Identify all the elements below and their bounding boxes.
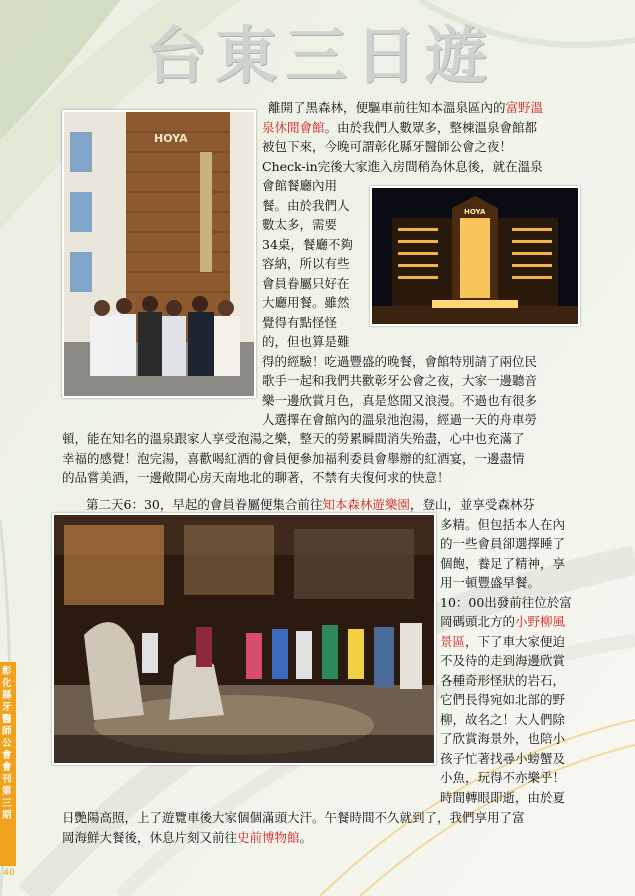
p1-line [262, 254, 350, 274]
p1-line [62, 449, 525, 469]
place-name-highlight: 小野柳風 [515, 614, 566, 629]
p1-line [262, 371, 537, 391]
text-segment: 會員眷屬只好在 [262, 276, 350, 291]
p2-line [440, 788, 565, 808]
p2-line [440, 671, 565, 691]
place-name-highlight: 景區 [440, 634, 466, 649]
p2-line [440, 632, 565, 652]
p1-line [262, 176, 337, 196]
text-segment: 。由於我們人數眾多，整棟溫泉會館都 [324, 120, 538, 135]
text-segment: 各種奇形怪狀的岩石， [440, 673, 566, 688]
text-segment: 餐。由於我們人 [262, 198, 350, 213]
text-segment: 不及待的走到海邊欣賞 [440, 653, 566, 668]
text-segment: 得的經驗！吃過豐盛的晚餐，會館特別請了兩位民 [262, 354, 538, 369]
text-segment: ，下了車大家便迫 [465, 634, 566, 649]
place-name-highlight: 富野溫 [505, 100, 544, 115]
text-segment: 它們長得宛如北部的野 [440, 692, 566, 707]
p1-line [62, 468, 450, 488]
text-segment: 人選擇在會館內的溫泉池泡湯，經過一天的舟車勞 [262, 412, 538, 427]
text-segment: 被包下來，今晚可謂彰化縣牙醫師公會之夜！ [262, 139, 513, 154]
text-segment: 離開了黑森林，便驅車前往知本溫泉區內的 [268, 100, 506, 115]
text-segment: 了欣賞海景外，也陪小 [440, 731, 566, 746]
p1-line [262, 293, 350, 313]
hotel-night-sign: HOYA [464, 208, 486, 216]
text-segment: 時間轉眼即逝，由於夏 [440, 790, 566, 805]
text-segment: 的品嘗美酒，一邊敞開心房天南地北的聊著，不禁有夫復何求的快意！ [62, 470, 450, 485]
p2-line [440, 651, 565, 671]
p1-line [262, 196, 350, 216]
p2-line [86, 495, 535, 515]
text-segment: 幸福的感覺！泡完湯，喜歡喝紅酒的會員便參加福利委員會舉辦的紅酒宴，一邊盡情 [62, 451, 525, 466]
hotel-day-sign: HOYA [154, 132, 188, 145]
p2-line [440, 612, 565, 632]
page-title: 台東三日遊 [145, 19, 496, 92]
p1-line [62, 429, 525, 449]
p1-line [262, 235, 353, 255]
text-segment: 會館餐廳內用 [262, 178, 338, 193]
p1-line [262, 391, 537, 411]
p2-line [440, 554, 565, 574]
p1-line [262, 332, 350, 352]
text-segment: 個飽，養足了精神，享 [440, 556, 566, 571]
p2-line [440, 593, 572, 613]
p2-line [62, 808, 525, 828]
journal-name: 彰化縣牙醫師公會會刊第三期 [2, 666, 12, 821]
p1-line [262, 118, 537, 138]
p1-line [262, 352, 537, 372]
p1-line [268, 98, 543, 118]
p1-line [262, 410, 537, 430]
p2-line [440, 534, 565, 554]
text-segment: 的一些會員卻選擇睡了 [440, 536, 566, 551]
text-segment: 頓，能在知名的溫泉跟家人享受泡湯之樂，整天的勞累瞬間消失殆盡，心中也充滿了 [62, 431, 525, 446]
p1-line [262, 137, 512, 157]
place-name-highlight: 史前博物館 [237, 830, 300, 845]
text-segment: 岡海鮮大餐後，休息片刻又前往 [62, 830, 238, 845]
place-name-highlight: 泉休閒會館 [262, 120, 325, 135]
p1-line [262, 215, 337, 235]
hotel-night-photo [370, 186, 580, 326]
museum-exhibit-photo [52, 513, 436, 765]
p1-line [262, 274, 350, 294]
p2-line [62, 828, 312, 848]
p2-line [440, 710, 565, 730]
p1-line [262, 313, 337, 333]
text-segment: 孩子忙著找尋小螃蟹及 [440, 751, 566, 766]
text-segment: 多精。但包括本人在內 [440, 517, 566, 532]
text-segment: Check-in完後大家進入房間稍為休息後，就在溫泉 [262, 159, 543, 174]
text-segment: 容納，所以有些 [262, 256, 350, 271]
text-segment: 10：00出發前往位於富 [440, 595, 572, 610]
text-segment: 歌手一起和我們共歡彰牙公會之夜，大家一邊聽音 [262, 373, 538, 388]
p2-line [440, 690, 565, 710]
p2-line [440, 573, 540, 593]
text-segment: 用一頓豐盛早餐。 [440, 575, 541, 590]
text-segment: 的，但也算是難 [262, 334, 350, 349]
text-segment: ，登山，並享受森林芬 [409, 497, 535, 512]
p2-line [440, 749, 565, 769]
text-segment: 日艷陽高照，上了遊覽車後大家個個滿頭大汗。午餐時間不久就到了，我們享用了富 [62, 810, 525, 825]
text-segment: 大廳用餐。雖然 [262, 295, 350, 310]
hotel-group-photo [62, 110, 256, 398]
text-segment: 岡碼頭北方的 [440, 614, 516, 629]
text-segment: 覺得有點怪怪 [262, 315, 338, 330]
p2-line [440, 729, 565, 749]
p2-line [440, 768, 565, 788]
p2-line [440, 515, 565, 535]
p1-line [262, 157, 543, 177]
text-segment: 樂一邊欣賞月色，真是悠閒又浪漫。不過也有很多 [262, 393, 538, 408]
journal-sidebar [0, 662, 16, 866]
page-number: 40 [3, 868, 15, 878]
text-segment: 數太多，需要 [262, 217, 338, 232]
text-segment: 小魚，玩得不亦樂乎！ [440, 770, 566, 785]
text-segment: 34桌，餐廳不夠 [262, 237, 353, 252]
text-segment: 柳，故名之！大人們除 [440, 712, 566, 727]
place-name-highlight: 知本森林遊樂園 [322, 497, 410, 512]
text-segment: 。 [299, 830, 313, 845]
text-segment: 第二天6：30，早起的會員眷屬便集合前往 [86, 497, 323, 512]
